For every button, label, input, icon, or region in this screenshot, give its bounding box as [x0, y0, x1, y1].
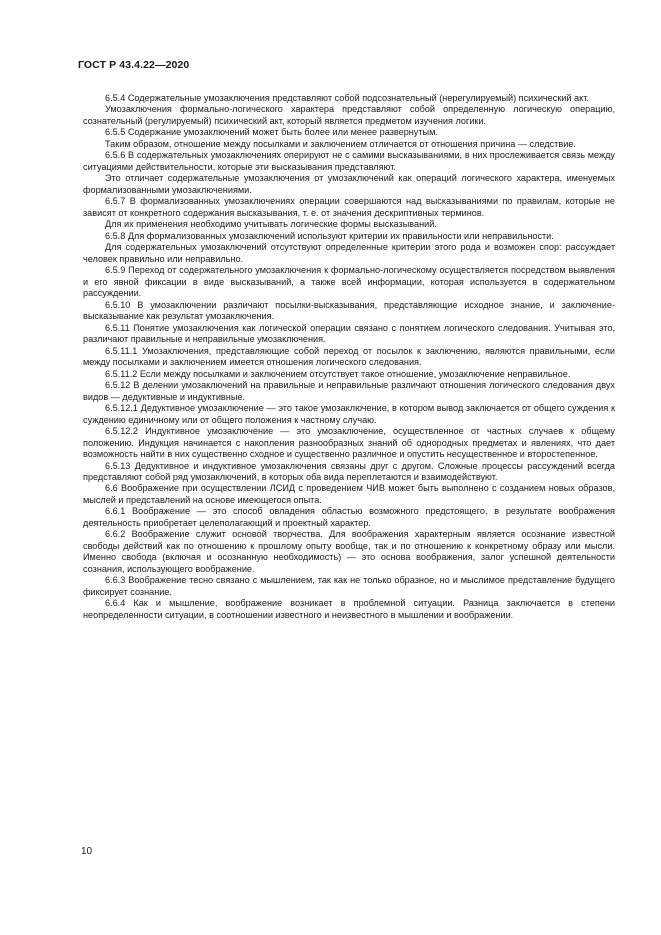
paragraph: 6.5.6 В содержательных умозаключениях оперируют не с самими высказываниями, в них прослеживается связь между ситуациями действительности, которые эти высказывания представляют. [83, 150, 615, 172]
paragraph: 6.6.1 Воображение — это способ овладения областью возможного предстоящего, в результате воображения деятельность приобретает целеполагающий и проектный характер. [83, 506, 615, 528]
page-number: 10 [81, 846, 93, 857]
paragraph: 6.5.5 Содержание умозаключений может быть более или менее развернутым. [105, 127, 438, 138]
paragraph: 6.5.4 Содержательные умозаключения представляют собой подсознательный (нерегулируемый) психический акт. [105, 93, 589, 103]
paragraph: 6.5.10 В умозаключении различают посылки-высказывания, представляющие исходное знание, и заключение-высказывание как результат умозаключения. [83, 299, 615, 322]
document-body [83, 93, 615, 621]
paragraph: 6.5.9 Переход от содержательного умозаключения к формально-логическому осуществляется посредством выявления и его явной фиксации в виде высказываний, а также всей информации, которая используется в содержательном рассуждении. [83, 265, 615, 299]
paragraph: 6.5.12.2 Индуктивное умозаключение — это умозаключение, осуществленное от частных случаев к общему положению. Индукция начинается с накопления разнообразных знаний об однородных предметах и явлениях, что дает возможность найти в них существенно сходное и существенно различное и опустить несущественное и второстепенное. [83, 426, 615, 460]
document-header: ГОСТ Р 43.4.22—2020 [78, 59, 190, 71]
paragraph: 6.5.11.1 Умозаключения, представляющие собой переход от посылок к заключению, являются правильными, если между посылками и заключением имеется отношения логического следования. [83, 345, 615, 368]
paragraph: Таким образом, отношение между посылками и заключением отличается от отношения причина — следствие. [105, 138, 576, 149]
paragraph: Это отличает содержательные умозаключения от умозаключений как операций логического характера, именуемых формализованными умозаключениями. [83, 173, 615, 195]
paragraph: Для их применения необходимо учитывать логические формы высказываний. [105, 219, 437, 230]
paragraph: 6.5.12 В делении умозаключений на правильные и неправильные различают отношения логического следования двух видов — дедуктивные и индуктивные. [83, 380, 615, 402]
paragraph: Для содержательных умозаключений отсутствуют определенные критерии этого рода и возможен спор: рассуждает человек правильно или неправильно. [83, 242, 615, 264]
paragraph: 6.5.11 Понятие умозаключения как логической операции связано с понятием логического следования. Учитывая это, различают правильные и неправильные умозаключения. [83, 322, 615, 345]
paragraph: Умозаключения формально-логического характера представляют собой определенную логическую операцию, сознательный (регулируемый) психический акт, который является предметом изучения логики. [83, 104, 615, 126]
paragraph: 6.6.4 Как и мышление, воображение возникает в проблемной ситуации. Разница заключается в степени неопределенности ситуации, в соотношении известного и неизвестного в мышлении и воображении. [83, 598, 615, 620]
paragraph: 6.5.11.2 Если между посылками и заключением отсутствует такое отношение, умозаключение неправильное. [105, 368, 571, 379]
paragraph: 6.5.13 Дедуктивное и индуктивное умозаключения связаны друг с другом. Сложные процессы рассуждений всегда представляют собой ряд умозаключений, в которых оба вида переплетаются и взаимодействуют. [83, 460, 615, 482]
paragraph: 6.6.3 Воображение тесно связано с мышлением, так как не только образное, но и мыслимое представление будущего фиксирует сознание. [83, 575, 615, 597]
paragraph: 6.5.8 Для формализованных умозаключений используют критерии их правильности или неправильности. [105, 230, 554, 241]
paragraph: 6.5.7 В формализованных умозаключениях операции совершаются над высказываниями по правилам, которые не зависят от конкретного содержания высказывания, т. е. от значения дескриптивных терминов. [83, 196, 615, 218]
paragraph: 6.6 Воображение при осуществлении ЛСИД с проведением ЧИВ может быть выполнено с созданием новых образов, мыслей и представлений на основе имеющегося опыта. [83, 483, 615, 505]
paragraph: 6.6.2 Воображение служит основой творчества. Для воображения характерным является осознание известной свободы действий как по отношению к прошлому опыту вообще, так и по отношению к конкретному образу или мысли. Именно свобода (включая и осознанную необходимость) — это основа воображения, залог успешной деятельности сознания, использующего воображение. [83, 529, 615, 574]
paragraph: 6.5.12.1 Дедуктивное умозаключение — это такое умозаключение, в котором вывод заключается от общего суждения к суждению единичному или от общего положения к частному случаю. [83, 403, 615, 425]
